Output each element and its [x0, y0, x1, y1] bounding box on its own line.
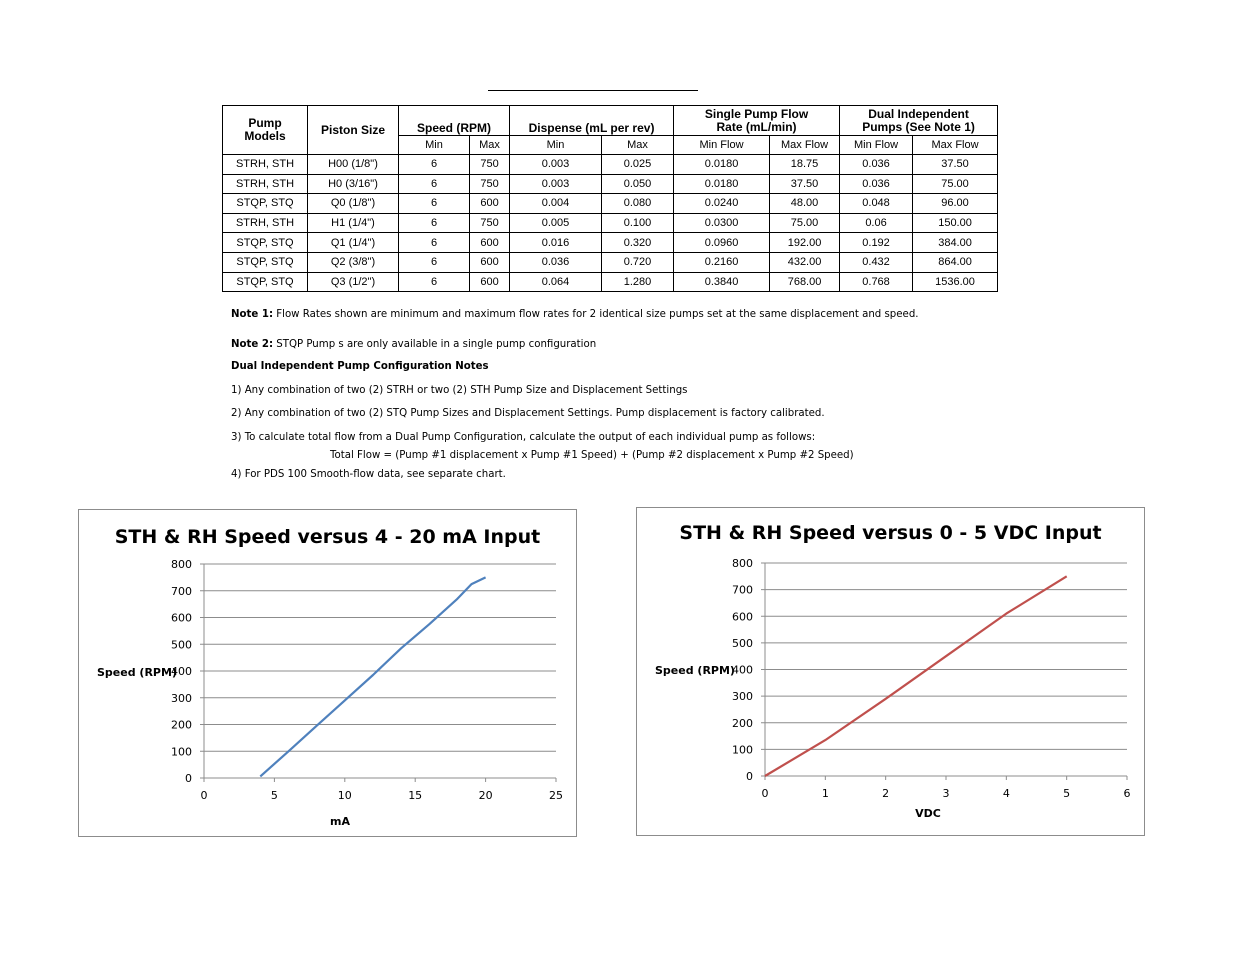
pump-spec-table	[222, 105, 998, 292]
cell-single-max-flow: 75.00	[770, 213, 840, 233]
cell-single-min-flow: 0.3840	[674, 272, 770, 292]
cell-speed-max: 750	[470, 174, 510, 194]
cell-dispense-max: 0.080	[602, 194, 674, 214]
cell-single-max-flow: 192.00	[770, 233, 840, 253]
sub-dual-min-flow: Min Flow	[840, 136, 913, 155]
cell-dispense-min: 0.036	[510, 252, 602, 272]
y-tick-label: 300	[171, 691, 192, 705]
cell-piston-size: Q2 (3/8")	[308, 252, 399, 272]
cell-single-max-flow: 48.00	[770, 194, 840, 214]
table-row	[223, 194, 998, 214]
cell-single-min-flow: 0.0180	[674, 174, 770, 194]
sub-single-min-flow: Min Flow	[674, 136, 770, 155]
total-flow-formula: Total Flow = (Pump #1 displacement x Pump #1 Speed) + (Pump #2 displacement x Pump #2 Speed)	[330, 450, 854, 461]
y-tick-label: 800	[171, 558, 192, 571]
sub-dual-max-flow: Max Flow	[913, 136, 998, 155]
cell-single-max-flow: 18.75	[770, 155, 840, 175]
table-row	[223, 252, 998, 272]
cell-speed-max: 600	[470, 252, 510, 272]
y-tick-label: 600	[732, 610, 753, 624]
table-header-row	[223, 106, 998, 136]
cell-dual-min-flow: 0.06	[840, 213, 913, 233]
cell-speed-max: 600	[470, 233, 510, 253]
y-tick-label: 700	[171, 584, 192, 598]
x-tick-label: 0	[200, 789, 208, 802]
cell-speed-min: 6	[399, 174, 470, 194]
y-tick-label: 100	[171, 745, 192, 759]
y-axis-label: Speed (RPM)	[97, 666, 177, 679]
y-tick-label: 800	[732, 557, 753, 570]
y-tick-label: 100	[732, 743, 753, 757]
header-piston-size: Piston Size	[308, 106, 399, 155]
sub-speed-max: Max	[470, 136, 510, 155]
y-axis-label: Speed (RPM)	[655, 664, 735, 677]
x-tick-label: 10	[337, 789, 352, 802]
cell-dispense-max: 0.100	[602, 213, 674, 233]
cell-speed-min: 6	[399, 155, 470, 175]
cell-speed-max: 750	[470, 155, 510, 175]
cell-pump-models: STQP, STQ	[223, 233, 308, 253]
chart-title: STH & RH Speed versus 4 - 20 mA Input	[114, 526, 541, 548]
cell-speed-max: 600	[470, 272, 510, 292]
series-line	[260, 577, 485, 776]
series-line	[765, 576, 1067, 776]
cell-dual-min-flow: 0.036	[840, 174, 913, 194]
y-tick-label: 600	[171, 611, 192, 625]
cell-piston-size: Q0 (1/8")	[308, 194, 399, 214]
cell-piston-size: H1 (1/4")	[308, 213, 399, 233]
cell-dispense-max: 0.050	[602, 174, 674, 194]
header-dispense: Dispense (mL per rev)	[510, 106, 674, 136]
ma-input-chart	[78, 509, 577, 837]
cell-dual-min-flow: 0.192	[840, 233, 913, 253]
table-body	[223, 155, 998, 292]
cell-dual-max-flow: 96.00	[913, 194, 998, 214]
y-tick-label: 200	[732, 716, 753, 730]
vdc-input-chart	[636, 507, 1145, 836]
table-row	[223, 174, 998, 194]
chart-svg	[637, 508, 1144, 835]
header-single-flow: Single Pump Flow Rate (mL/min)	[674, 106, 840, 136]
table-row	[223, 272, 998, 292]
chart-svg	[79, 510, 576, 836]
cell-dual-max-flow: 75.00	[913, 174, 998, 194]
cell-piston-size: H0 (3/16")	[308, 174, 399, 194]
sub-dispense-min: Min	[510, 136, 602, 155]
cell-speed-max: 750	[470, 213, 510, 233]
x-tick-label: 1	[821, 787, 829, 800]
cell-dual-max-flow: 150.00	[913, 213, 998, 233]
dual-note-item-4: 4) For PDS 100 Smooth-flow data, see separate chart.	[231, 469, 506, 480]
dual-note-item-2: 2) Any combination of two (2) STQ Pump Sizes and Displacement Settings. Pump displacement is factory calibrated.	[231, 408, 825, 419]
y-tick-label: 400	[171, 665, 192, 678]
x-tick-label: 5	[1063, 787, 1071, 800]
table-row	[223, 155, 998, 175]
header-pump-models: Pump Models	[223, 106, 308, 155]
x-tick-label: 5	[270, 789, 278, 802]
x-tick-label: 3	[942, 787, 950, 800]
y-tick-label: 300	[732, 690, 753, 704]
cell-speed-max: 600	[470, 194, 510, 214]
cell-dual-min-flow: 0.768	[840, 272, 913, 292]
x-tick-label: 25	[549, 789, 563, 802]
x-axis-label: VDC	[915, 807, 941, 820]
note-2-label: Note 2:	[231, 339, 274, 350]
cell-dispense-min: 0.005	[510, 213, 602, 233]
cell-dual-max-flow: 864.00	[913, 252, 998, 272]
y-tick-label: 400	[732, 663, 753, 677]
cell-speed-min: 6	[399, 233, 470, 253]
cell-pump-models: STQP, STQ	[223, 272, 308, 292]
cell-speed-min: 6	[399, 272, 470, 292]
cell-speed-min: 6	[399, 194, 470, 214]
note-1-text: Flow Rates shown are minimum and maximum flow rates for 2 identical size pumps set at the same displacement and speed.	[273, 309, 919, 320]
cell-piston-size: Q3 (1/2")	[308, 272, 399, 292]
cell-dispense-max: 0.320	[602, 233, 674, 253]
header-speed: Speed (RPM)	[399, 106, 510, 136]
cell-pump-models: STRH, STH	[223, 155, 308, 175]
cell-dual-max-flow: 37.50	[913, 155, 998, 175]
x-tick-label: 6	[1123, 787, 1131, 800]
cell-single-max-flow: 768.00	[770, 272, 840, 292]
cell-dual-min-flow: 0.036	[840, 155, 913, 175]
chart-title: STH & RH Speed versus 0 - 5 VDC Input	[679, 522, 1102, 544]
cell-single-max-flow: 37.50	[770, 174, 840, 194]
sub-single-max-flow: Max Flow	[770, 136, 840, 155]
x-tick-label: 20	[478, 789, 493, 802]
cell-single-min-flow: 0.0300	[674, 213, 770, 233]
y-tick-label: 200	[171, 718, 192, 732]
cell-single-min-flow: 0.0960	[674, 233, 770, 253]
cell-dispense-min: 0.016	[510, 233, 602, 253]
cell-single-max-flow: 432.00	[770, 252, 840, 272]
y-tick-label: 0	[185, 772, 192, 785]
x-tick-label: 4	[1002, 787, 1010, 800]
cell-dispense-min: 0.004	[510, 194, 602, 214]
cell-pump-models: STRH, STH	[223, 174, 308, 194]
cell-dispense-max: 1.280	[602, 272, 674, 292]
cell-dual-max-flow: 384.00	[913, 233, 998, 253]
x-tick-label: 0	[761, 787, 769, 800]
note-1	[231, 309, 919, 320]
cell-speed-min: 6	[399, 213, 470, 233]
cell-single-min-flow: 0.2160	[674, 252, 770, 272]
cell-speed-min: 6	[399, 252, 470, 272]
table-row	[223, 213, 998, 233]
cell-dispense-max: 0.025	[602, 155, 674, 175]
sub-dispense-max: Max	[602, 136, 674, 155]
cell-pump-models: STRH, STH	[223, 213, 308, 233]
dual-note-item-3: 3) To calculate total flow from a Dual Pump Configuration, calculate the output of each individual pump as follows:	[231, 432, 816, 443]
cell-dual-min-flow: 0.432	[840, 252, 913, 272]
header-dual-flow: Dual Independent Pumps (See Note 1)	[840, 106, 998, 136]
note-2	[231, 339, 596, 350]
note-1-label: Note 1:	[231, 309, 274, 320]
note-2-text: STQP Pump s are only available in a single pump configuration	[273, 339, 597, 350]
cell-single-min-flow: 0.0240	[674, 194, 770, 214]
cell-dispense-min: 0.003	[510, 155, 602, 175]
y-tick-label: 500	[732, 636, 753, 650]
cell-single-min-flow: 0.0180	[674, 155, 770, 175]
sub-speed-min: Min	[399, 136, 470, 155]
cell-piston-size: H00 (1/8")	[308, 155, 399, 175]
cell-dispense-min: 0.064	[510, 272, 602, 292]
cell-dispense-min: 0.003	[510, 174, 602, 194]
y-tick-label: 500	[171, 638, 192, 652]
dual-note-item-1: 1) Any combination of two (2) STRH or two (2) STH Pump Size and Displacement Settings	[231, 385, 688, 396]
x-axis-label: mA	[330, 815, 350, 828]
table-row	[223, 233, 998, 253]
x-tick-label: 2	[882, 787, 890, 800]
dual-notes-heading: Dual Independent Pump Configuration Notes	[231, 361, 489, 372]
y-tick-label: 0	[746, 770, 753, 783]
x-tick-label: 15	[408, 789, 423, 802]
cell-dual-max-flow: 1536.00	[913, 272, 998, 292]
cell-pump-models: STQP, STQ	[223, 194, 308, 214]
y-tick-label: 700	[732, 583, 753, 597]
cell-pump-models: STQP, STQ	[223, 252, 308, 272]
title-underline	[488, 90, 698, 91]
cell-dispense-max: 0.720	[602, 252, 674, 272]
cell-dual-min-flow: 0.048	[840, 194, 913, 214]
cell-piston-size: Q1 (1/4")	[308, 233, 399, 253]
